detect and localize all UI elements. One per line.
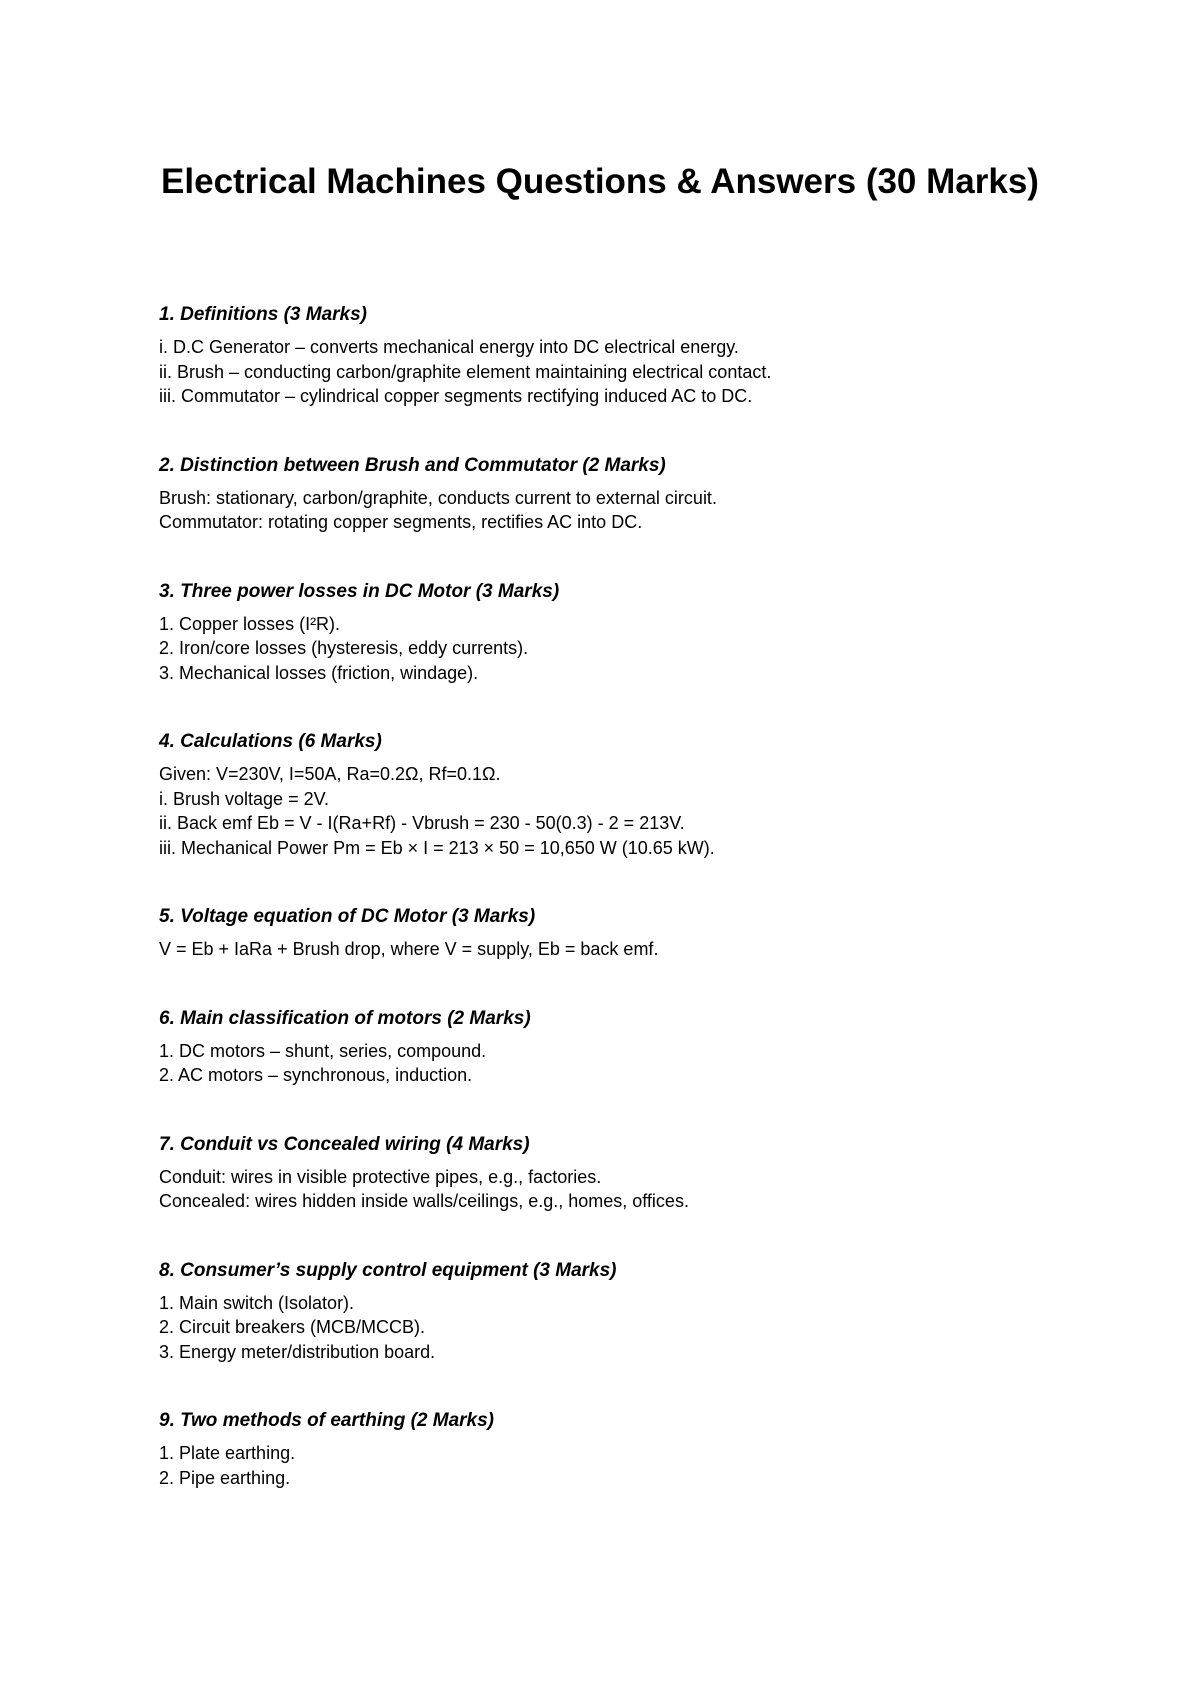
section-line: iii. Commutator – cylindrical copper segments rectifying induced AC to DC. [159, 386, 753, 406]
section-heading: 2. Distinction between Brush and Commutator (2 Marks) [159, 454, 666, 476]
section-heading: 3. Three power losses in DC Motor (3 Marks) [159, 580, 560, 602]
section-line: Brush: stationary, carbon/graphite, conducts current to external circuit. [159, 487, 717, 508]
sections-list [159, 303, 1059, 1490]
section-line: 2. AC motors – synchronous, induction. [159, 1065, 473, 1085]
section-line: 1. Main switch (Isolator). [159, 1292, 355, 1313]
section-motor-classification [159, 1007, 1059, 1088]
section-line: 3. Mechanical losses (friction, windage). [159, 662, 479, 683]
section-earthing-methods [159, 1409, 1059, 1490]
section-supply-control-equipment [159, 1259, 1059, 1365]
section-line: 2. Pipe earthing. [159, 1467, 291, 1488]
section-heading: 5. Voltage equation of DC Motor (3 Marks) [159, 906, 536, 927]
section-line: 1. Copper losses (I²R). [159, 613, 341, 634]
section-line: 1. DC motors – shunt, series, compound. [159, 1040, 487, 1061]
section-line: i. D.C Generator – converts mechanical energy into DC electrical energy. [159, 337, 739, 357]
section-line: V = Eb + IaRa + Brush drop, where V = supply, Eb = back emf. [159, 939, 659, 959]
section-line: Commutator: rotating copper segments, rectifies AC into DC. [159, 512, 643, 532]
section-heading: 8. Consumer’s supply control equipment (3 Marks) [159, 1259, 617, 1281]
section-line: Conduit: wires in visible protective pipes, e.g., factories. [159, 1166, 602, 1187]
section-voltage-equation [159, 905, 1059, 962]
section-calculations [159, 730, 1059, 860]
section-line: ii. Back emf Eb = V - I(Ra+Rf) - Vbrush = 230 - 50(0.3) - 2 = 213V. [159, 813, 685, 833]
section-line: 2. Iron/core losses (hysteresis, eddy currents). [159, 638, 529, 658]
section-line: Concealed: wires hidden inside walls/ceilings, e.g., homes, offices. [159, 1191, 689, 1211]
section-heading: 6. Main classification of motors (2 Marks) [159, 1007, 531, 1029]
section-heading: 1. Definitions (3 Marks) [159, 304, 367, 325]
section-line: 2. Circuit breakers (MCB/MCCB). [159, 1317, 426, 1337]
section-wiring-comparison [159, 1133, 1059, 1214]
section-heading: 7. Conduit vs Concealed wiring (4 Marks) [159, 1133, 530, 1155]
section-line: Given: V=230V, I=50A, Ra=0.2Ω, Rf=0.1Ω. [159, 764, 501, 784]
section-heading: 4. Calculations (6 Marks) [159, 731, 382, 752]
section-definitions [159, 303, 1059, 409]
section-heading: 9. Two methods of earthing (2 Marks) [159, 1410, 495, 1431]
section-line: iii. Mechanical Power Pm = Eb × I = 213 × 50 = 10,650 W (10.65 kW). [159, 837, 715, 858]
section-power-losses [159, 580, 1059, 686]
section-line: 1. Plate earthing. [159, 1443, 296, 1463]
section-brush-commutator-distinction [159, 454, 1059, 535]
section-line: 3. Energy meter/distribution board. [159, 1341, 436, 1362]
page-title: Electrical Machines Questions & Answers (30 Marks) [161, 162, 1039, 201]
section-line: i. Brush voltage = 2V. [159, 788, 329, 809]
section-line: ii. Brush – conducting carbon/graphite element maintaining electrical contact. [159, 361, 772, 382]
